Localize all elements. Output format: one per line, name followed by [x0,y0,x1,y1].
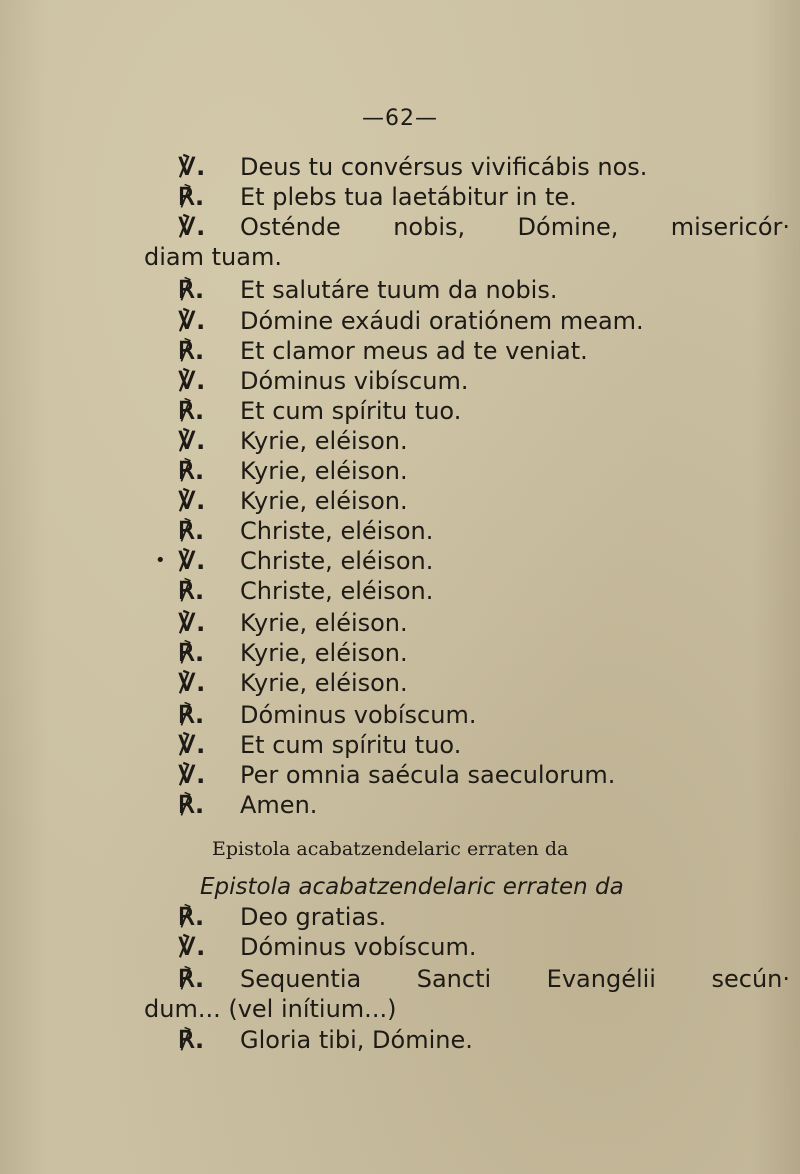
versicle-symbol: ℣. [178,427,206,455]
versicle-symbol: ℣. [178,547,206,575]
liturgy-line [0,426,800,456]
liturgy-line [0,212,800,242]
versicle-symbol: ℣. [178,213,206,241]
versicle-symbol: ℣. [178,669,206,697]
line-text: Dómine exáudi oratiónem meam. [240,307,644,335]
line-text: Dóminus vibíscum. [240,367,469,395]
response-symbol: ℟. [178,791,205,819]
liturgy-line [0,546,800,576]
response-symbol: ℟. [178,1026,205,1054]
line-text: Dóminus vobíscum. [240,701,477,729]
liturgy-line [0,608,800,638]
response-symbol: ℟. [178,639,205,667]
response-symbol: ℟. [178,701,205,729]
response-symbol: ℟. [178,577,205,605]
liturgy-line [0,456,800,486]
line-text: Kyrie, eléison. [240,639,408,667]
response-symbol: ℟. [178,183,205,211]
bullet-mark: • [155,550,166,571]
response-symbol: ℟. [178,457,205,485]
versicle-symbol: ℣. [178,761,206,789]
versicle-symbol: ℣. [178,307,206,335]
response-symbol: ℟. [178,517,205,545]
line-text: Kyrie, eléison. [240,487,408,515]
liturgy-line [0,275,800,305]
versicle-symbol: ℣. [178,609,206,637]
section-caption: Epistola acabatzendelaric erraten da [212,838,569,860]
liturgy-line [0,576,800,606]
line-text: Et clamor meus ad te veniat. [240,337,588,365]
line-text: Deo gratias. [240,903,387,931]
liturgy-line [0,932,800,962]
response-symbol: ℟. [178,965,205,993]
line-text: Sequentia Sancti Evangélii secún· [240,965,790,993]
liturgy-line [0,638,800,668]
liturgy-line-continuation [0,994,800,1024]
line-text: Osténde nobis, Dómine, misericór· [240,213,790,241]
page-number: —62— [362,106,438,131]
line-text: Kyrie, eléison. [240,609,408,637]
liturgy-line [0,730,800,760]
line-text: Amen. [240,791,318,819]
liturgy-line [0,152,800,182]
liturgy-line [0,486,800,516]
response-symbol: ℟. [178,276,205,304]
liturgy-line [0,336,800,366]
response-symbol: ℟. [178,337,205,365]
line-text: Et salutáre tuum da nobis. [240,276,558,304]
line-text: Gloria tibi, Dómine. [240,1026,473,1054]
line-text: Kyrie, eléison. [240,669,408,697]
liturgy-line [0,516,800,546]
liturgy-line [0,902,800,932]
liturgy-line [0,396,800,426]
liturgy-line [0,306,800,336]
line-text: Per omnia saécula saeculorum. [240,761,616,789]
versicle-symbol: ℣. [178,731,206,759]
section-heading-italic: Epistola acabatzendelaric erraten da [200,874,624,900]
line-text: Kyrie, eléison. [240,427,408,455]
line-text: Et plebs tua laetábitur in te. [240,183,577,211]
line-text: Christe, eléison. [240,517,434,545]
response-symbol: ℟. [178,903,205,931]
liturgy-line [0,182,800,212]
versicle-symbol: ℣. [178,367,206,395]
versicle-symbol: ℣. [178,933,206,961]
liturgy-line [0,760,800,790]
line-text: Deus tu convérsus vivificábis nos. [240,153,648,181]
line-text: Kyrie, eléison. [240,457,408,485]
line-text: Christe, eléison. [240,547,434,575]
line-text: Et cum spíritu tuo. [240,731,462,759]
liturgy-line [0,1025,800,1055]
liturgy-line [0,700,800,730]
liturgy-line [0,964,800,994]
versicle-symbol: ℣. [178,153,206,181]
liturgy-line-continuation [0,242,800,272]
liturgy-line [0,790,800,820]
line-continuation-text: dum... (vel inítium...) [144,995,397,1023]
liturgy-line [0,668,800,698]
line-text: Et cum spíritu tuo. [240,397,462,425]
line-continuation-text: diam tuam. [144,243,282,271]
liturgy-line [0,366,800,396]
response-symbol: ℟. [178,397,205,425]
versicle-symbol: ℣. [178,487,206,515]
line-text: Christe, eléison. [240,577,434,605]
line-text: Dóminus vobíscum. [240,933,477,961]
